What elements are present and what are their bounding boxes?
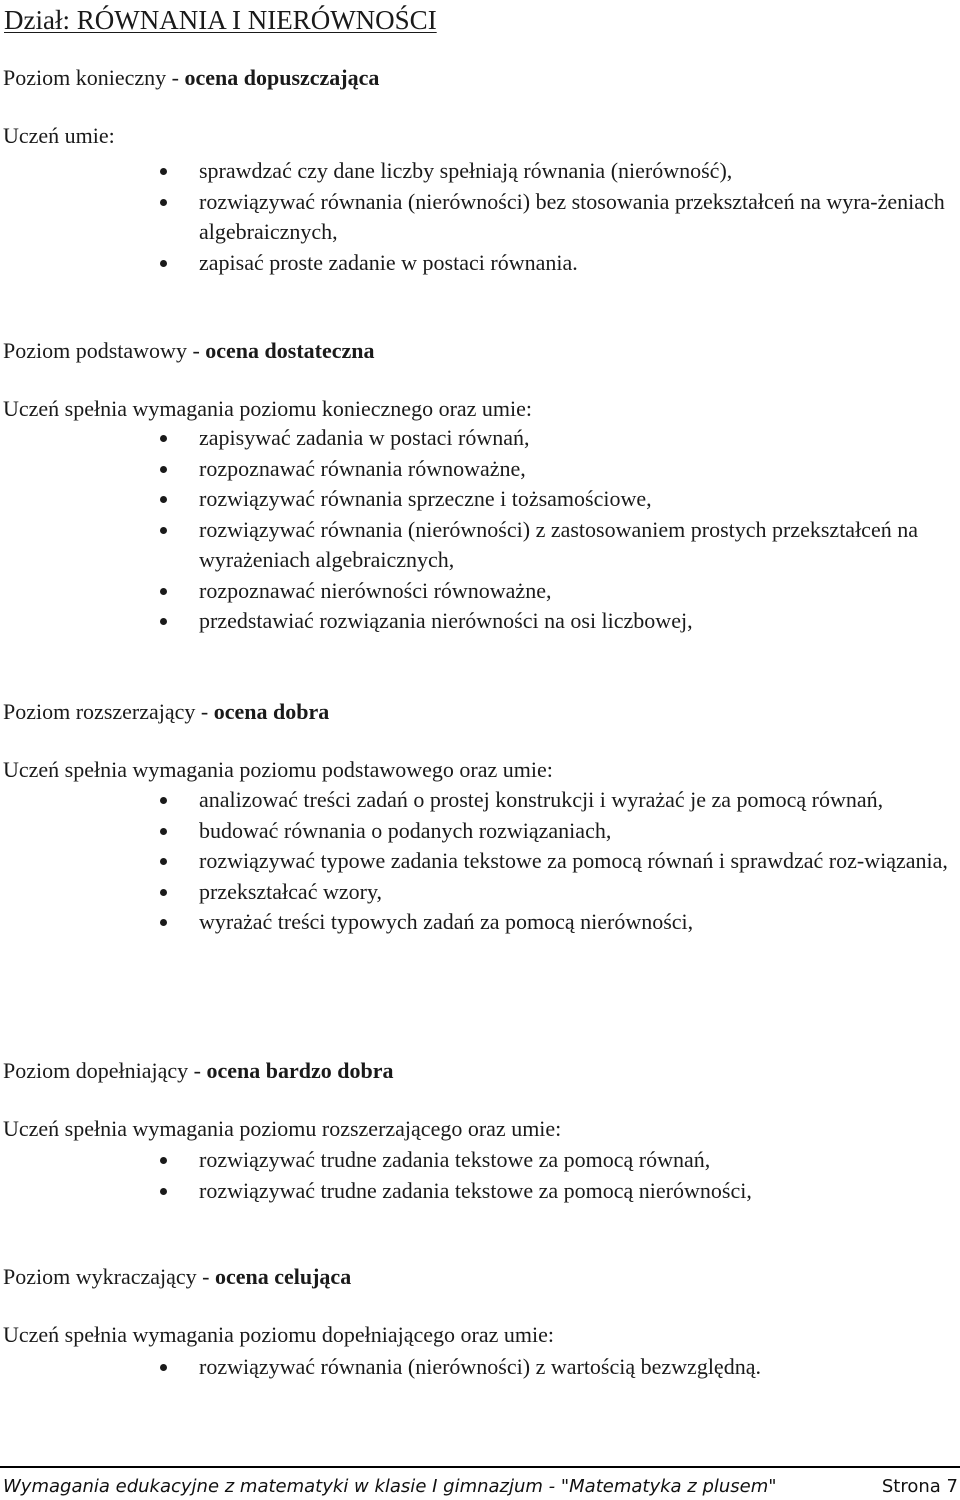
bullet-icon <box>160 496 167 503</box>
section-intro: Uczeń spełnia wymagania poziomu dopełniającego oraz umie: <box>3 1322 555 1347</box>
level-grade: ocena dostateczna <box>205 338 375 363</box>
list-item-text: przedstawiać rozwiązania nierówności na osi liczbowej, <box>199 608 693 633</box>
level-grade: ocena dobra <box>213 699 330 724</box>
level-label: Poziom rozszerzający - <box>3 699 214 724</box>
level-label: Poziom podstawowy - <box>3 338 206 363</box>
list-item <box>0 877 949 908</box>
level-grade: ocena bardzo dobra <box>206 1058 394 1083</box>
list-item <box>0 156 949 187</box>
requirements-list <box>0 1352 960 1383</box>
list-item <box>0 187 949 248</box>
list-item-text: rozwiązywać równania (nierówności) z zastosowaniem prostych przekształceń na wyrażeniach algebraicznych, <box>199 516 918 572</box>
list-item-text: przekształcać wzory, <box>199 878 383 904</box>
list-item <box>0 816 949 847</box>
bullet-icon <box>160 199 167 206</box>
section-intro: Uczeń spełnia wymagania poziomu rozszerzającego oraz umie: <box>3 1116 562 1141</box>
bullet-icon <box>160 527 167 534</box>
footer-page-number: Strona 7 <box>881 1476 958 1497</box>
requirements-list <box>0 1145 960 1206</box>
list-item-text: analizować treści zadań o prostej konstrukcji i wyrażać je za pomocą równań, <box>199 787 884 812</box>
level-grade: ocena celująca <box>214 1264 352 1289</box>
requirements-list <box>0 156 960 278</box>
section-intro: Uczeń umie: <box>3 123 115 148</box>
bullet-icon <box>160 260 167 267</box>
list-item-text: rozpoznawać równania równoważne, <box>199 455 526 481</box>
list-item <box>0 1176 949 1207</box>
section-intro: Uczeń spełnia wymagania poziomu koniecznego oraz umie: <box>3 396 533 421</box>
list-item <box>0 454 949 485</box>
level-label: Poziom wykraczający - <box>3 1264 215 1289</box>
list-item <box>0 606 949 637</box>
list-item-text: rozwiązywać trudne zadania tekstowe za pomocą nierówności, <box>199 1177 752 1203</box>
list-item <box>0 1352 949 1383</box>
list-item <box>0 1145 949 1176</box>
list-item <box>0 248 949 279</box>
bullet-icon <box>160 889 167 896</box>
level-grade: ocena dopuszczająca <box>184 65 380 90</box>
level-heading-dopelniajacy <box>3 1056 393 1086</box>
footer-divider <box>0 1466 960 1468</box>
level-heading-podstawowy <box>3 336 375 366</box>
list-item <box>0 576 949 607</box>
list-item <box>0 484 949 515</box>
list-item-text: budować równania o podanych rozwiązaniach, <box>199 817 612 843</box>
footer-document-title: Wymagania edukacyjne z matematyki w klasie I gimnazjum - "Matematyka z plusem" <box>3 1476 777 1497</box>
list-item-text: rozwiązywać równania (nierówności) bez stosowania przekształceń na wyra-żeniach algebraicznych, <box>199 188 945 244</box>
level-heading-rozszerzajacy <box>3 697 329 727</box>
bullet-icon <box>160 1188 167 1195</box>
bullet-icon <box>160 919 167 926</box>
bullet-icon <box>160 618 167 625</box>
bullet-icon <box>160 435 167 442</box>
list-item-text: rozwiązywać równania (nierówności) z wartością bezwzględną. <box>199 1354 761 1379</box>
level-label: Poziom dopełniający - <box>3 1058 207 1083</box>
list-item <box>0 423 949 454</box>
requirements-list <box>0 423 960 637</box>
bullet-icon <box>160 1157 167 1164</box>
bullet-icon <box>160 168 167 175</box>
list-item-text: wyrażać treści typowych zadań za pomocą nierówności, <box>199 909 694 934</box>
bullet-icon <box>160 588 167 595</box>
list-item-text: rozpoznawać nierówności równoważne, <box>199 577 552 603</box>
section-intro: Uczeń spełnia wymagania poziomu podstawowego oraz umie: <box>3 757 553 782</box>
bullet-icon <box>160 828 167 835</box>
page-title: Dział: RÓWNANIA I NIERÓWNOŚCI <box>4 5 437 35</box>
list-item-text: zapisać proste zadanie w postaci równania. <box>199 249 578 275</box>
list-item <box>0 846 949 877</box>
list-item-text: zapisywać zadania w postaci równań, <box>199 425 530 450</box>
list-item-text: sprawdzać czy dane liczby spełniają równania (nierówność), <box>199 158 733 183</box>
list-item <box>0 907 949 938</box>
list-item-text: rozwiązywać równania sprzeczne i tożsamościowe, <box>199 486 652 511</box>
level-label: Poziom konieczny - <box>3 65 185 90</box>
list-item-text: rozwiązywać trudne zadania tekstowe za pomocą równań, <box>199 1147 711 1172</box>
list-item-text: rozwiązywać typowe zadania tekstowe za pomocą równań i sprawdzać roz-wiązania, <box>199 848 948 873</box>
bullet-icon <box>160 797 167 804</box>
list-item <box>0 515 949 576</box>
bullet-icon <box>160 858 167 865</box>
bullet-icon <box>160 466 167 473</box>
level-heading-konieczny <box>3 63 379 93</box>
list-item <box>0 785 949 816</box>
bullet-icon <box>160 1364 167 1371</box>
requirements-list <box>0 785 960 938</box>
level-heading-wykraczajacy <box>3 1262 351 1292</box>
